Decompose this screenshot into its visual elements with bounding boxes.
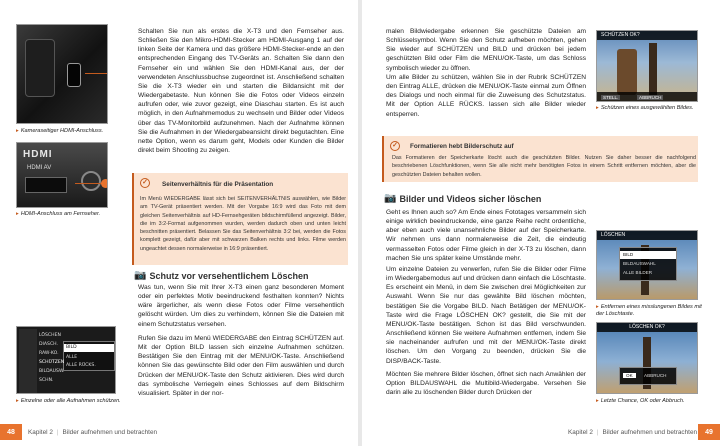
tv-port-labels: HDMI AV bbox=[27, 165, 52, 171]
delete-menu-title: LÖSCHEN bbox=[597, 231, 697, 240]
protect-cancel-button[interactable]: ABBRUCH bbox=[639, 95, 662, 100]
caption-protect-selected: ▸ Schützen eines ausgewählten Bildes. bbox=[596, 105, 694, 111]
footer-chapter: Kapitel 2 bbox=[568, 428, 593, 436]
left-page bbox=[0, 0, 358, 446]
aspect-ratio-tip bbox=[132, 173, 348, 265]
section-heading-delete: 📷 Bilder und Videos sicher löschen bbox=[384, 193, 542, 204]
camera-icon: 📷 bbox=[134, 270, 147, 281]
delete-confirm-screen bbox=[596, 322, 698, 394]
menu-item-alle[interactable]: ALLE bbox=[66, 355, 78, 360]
protect-confirm-title: SCHÜTZEN OK? bbox=[597, 31, 697, 40]
side-item-1: DIASCH. bbox=[39, 342, 58, 347]
protect-all-paragraph: Um alle Bilder zu schützen, wählen Sie in der Rubrik SCHÜTZEN den Eintrag ALLE, drücken die MENU/OK-Taste einmal zum Öffnen des Dialogs und noch einmal für die Zuweisung des Schutzstatus. Mit der Option ALLE RÜCKS. lassen sich alle Bilder wieder entsperren. bbox=[386, 74, 586, 118]
caption-delete-screen: ▸ Entfernen eines misslungenen Bildes mit der Löschtaste. bbox=[596, 304, 702, 317]
menu-item-bild[interactable]: BILD bbox=[64, 344, 114, 352]
protect-paragraph-3: malen Bildwiedergabe erkennen Sie geschützte Dateien am Schlüsselsymbol. Wenn Sie den Schutz aufheben möchten, gehen Sie wieder auf SCHÜTZEN und BILD und drücken bei jedem geschützten Bild oder Film die MENU/OK-Taste, um das Schloss symbolisch wieder zu öffnen. bbox=[386, 28, 586, 72]
protect-paragraph-1: Was tun, wenn Sie mit Ihrer X-T3 einen ganz besonderen Moment oder ein perfektes Motiv beeindruckend festhalten konnten? Nichts wäre ärgerlicher, als wenn diese Fotos oder Filme versehentlich gelöscht würden. Um dies zu verhindern, können Sie die Dateien mit einem Schutzstatus versehen. bbox=[138, 284, 344, 328]
footer-chapter: Kapitel 2 bbox=[28, 428, 53, 436]
protect-ok-button[interactable]: STELL. bbox=[603, 95, 619, 100]
caption-tv-hdmi: ▸ HDMI-Anschluss am Fernseher. bbox=[16, 211, 101, 217]
delete-cancel-button[interactable]: ABBRUCH bbox=[644, 373, 667, 378]
camera-icon: 📷 bbox=[384, 193, 397, 204]
camera-hdmi-port-photo bbox=[16, 24, 108, 124]
tip-body: Das Formatieren der Speicherkarte löscht auch die geschützten Bilder. Nutzen Sie daher besser die nachfolgend beschriebenen Löschfunktionen, wenn Sie alle nicht mehr benötigten Fotos in einem Schritt entfernen möchten, aber die geschützten Dateien behalten wollen. bbox=[392, 155, 696, 178]
footer-title: Bilder aufnehmen und betrachten bbox=[62, 428, 158, 436]
caption-camera-hdmi: ▸ Kameraseitiger HDMI-Anschluss. bbox=[16, 128, 104, 134]
delete-ok-button[interactable]: OK bbox=[623, 373, 636, 378]
section-heading-protect: 📷 Schutz vor versehentlichem Löschen bbox=[134, 270, 309, 281]
format-tip bbox=[382, 136, 698, 182]
delete-item-bildauswahl[interactable]: BILDAUSWAHL bbox=[623, 261, 656, 266]
delete-menu-screen bbox=[596, 230, 698, 300]
side-item-4: BILDAUSW. bbox=[39, 369, 65, 374]
right-page bbox=[362, 0, 720, 446]
protect-paragraph-2: Rufen Sie dazu im Menü WIEDERGABE den Eintrag SCHÜTZEN auf. Mit der Option BILD lassen sich einzelne Aufnahmen schützen. Bestätigen Sie den Eintrag mit der MENU/OK-Taste. Anschließend können Sie das gewünschte Bild oder den Film auswählen und durch Drücken der MENU/OK-Taste den Schutz aktivieren. Dies wird durch das symbolische Verriegeln eines Schlosses auf dem Bildschirm visualisiert. Später in der nor- bbox=[138, 335, 344, 397]
tip-title: Seitenverhältnis für die Präsentation bbox=[162, 181, 274, 188]
page-number-left: 48 bbox=[0, 424, 22, 440]
info-icon: ✓ bbox=[140, 178, 150, 188]
info-icon: ✓ bbox=[390, 141, 400, 151]
side-item-3: SCHÜTZEN bbox=[39, 360, 65, 365]
tv-hdmi-photo bbox=[16, 142, 108, 208]
protect-menu-screen bbox=[16, 326, 116, 394]
side-item-5: SCHN. bbox=[39, 378, 54, 383]
delete-paragraph-1: Geht es Ihnen auch so? Am Ende eines Fototages versammeln sich einige wirklich beeindruckende, eine ganze Reihe recht ordentliche, aber eben auch viele unansehnliche Bilder auf der Speicherkarte. Wir nehmen uns dann normalerweise die Zeit, die eindeutig vermasselten Fotos oder Filme gleich in der X-T3 zu löschen, dann machen Sie uns später keine Umstände mehr. bbox=[386, 209, 586, 262]
intro-paragraph: Schalten Sie nun als erstes die X-T3 und den Fernseher aus. Schließen Sie den Mikro-HDMI-Stecker am HDMI-Ausgang 1 auf der linken Seite der Kamera und das größere HDMI-Stecker-ende an den entsprechenden Eingang des TV-Geräts an. Schalten Sie dann den Fernseher ein und wählen Sie den HDMI-Kanal aus, der der verwendeten Anschlussbuchse zugeordnet ist. Anschließend schalten Sie die X-T3 wieder ein und starten die Bildansicht mit der Wiedergabetaste. Nun können Sie die Fotos oder Videos einzeln aufrufen oder, wie zuvor gezeigt, eine Diaschau starten. Es ist auch möglich, in den Aufnahmemodus zu wechseln und Bilder oder Videos über das TV-Monitorbild aufzunehmen. Nach der Aufnahme können Sie die Aufnahmen in der Wiedergabeansicht direkt begutachten. Eine nette Option, wenn es darum geht, Models oder Kunden die Bilder direkt beim Shooting zu zeigen. bbox=[138, 28, 344, 155]
delete-paragraph-2: Um einzelne Dateien zu verwerfen, rufen Sie die Bilder oder Filme im Wiedergabemodus auf und drücken dann einfach die Löschtaste. Es erscheint ein Menü, in dem Sie zwischen drei Möglichkeiten zur Auswahl. Wenn Sie nur das gewählte Bild löschen möchten, bestätigen Sie die Vorgabe BILD. Nach Betätigen der MENU/OK-Taste wird die Frage LÖSCHEN OK? gestellt, die Sie mit der MENU/OK-Taste bestätigen. Schon ist das Bild verschwunden. Anschließend können Sie weitere Aufnahmen entfernen, indem Sie sie nacheinander aufrufen und mit der MENU/OK-Taste direkt löschen. Um den Vorgang zu beenden, drücken Sie die DISP/BACK-Taste. bbox=[386, 266, 586, 365]
hdmi-logo: HDMI bbox=[23, 149, 53, 160]
delete-confirm-title: LÖSCHEN OK? bbox=[597, 323, 697, 332]
footer-title: Bilder aufnehmen und betrachten bbox=[602, 428, 698, 436]
tip-body: Im Menü WIEDERGABE lässt sich bei SEITENVERHÄLTNIS auswählen, wie Bilder am TV-Gerät präsentiert werden. Mit der Vorgabe 16:9 wird das Foto mit dem gleichen Seitenverhältnis auf HD-Fernsehgeräten bildschirmfüllend angezeigt. Bilder, die im 3:2-Format aufgenommen wurden, werden dadurch oben und unten leicht beschnitten präsentiert. Belassen Sie das Seitenverhältnis 3:2 bei, werden die Fotos komplett gezeigt, dafür aber mit schwarzen Balken rechts und links. Filme werden ungeachtet dessen normalerweise in 16:9 präsentiert. bbox=[140, 196, 346, 252]
tip-title: Formatieren hebt Bilderschutz auf bbox=[410, 143, 514, 150]
caption-delete-confirm: ▸ Letzte Chance, OK oder Abbruch. bbox=[596, 398, 685, 404]
menu-item-alle-rucks[interactable]: ALLE RÜCKS. bbox=[66, 363, 96, 368]
delete-paragraph-3: Möchten Sie mehrere Bilder löschen, öffnet sich nach Anwählen der Option BILDAUSWAHL die Multibild-Wiedergabe. Versehen Sie darin alle zu löschenden Bilder durch Drücken der bbox=[386, 371, 586, 397]
delete-item-bild[interactable]: BILD bbox=[620, 251, 676, 259]
footer-left: Kapitel 2 | Bilder aufnehmen und betrachten bbox=[28, 428, 158, 436]
footer-right: Kapitel 2 | Bilder aufnehmen und betrachten bbox=[568, 428, 698, 436]
page-number-right: 49 bbox=[698, 424, 720, 440]
caption-protect-menu: ▸ Einzelne oder alle Aufnahmen schützen. bbox=[16, 398, 121, 404]
delete-item-alle[interactable]: ALLE BILDER bbox=[623, 270, 653, 275]
protect-submenu bbox=[63, 341, 115, 371]
side-item-0: LÖSCHEN bbox=[39, 333, 61, 338]
side-item-2: RAW-KO. bbox=[39, 351, 59, 356]
protect-confirm-screen bbox=[596, 30, 698, 102]
